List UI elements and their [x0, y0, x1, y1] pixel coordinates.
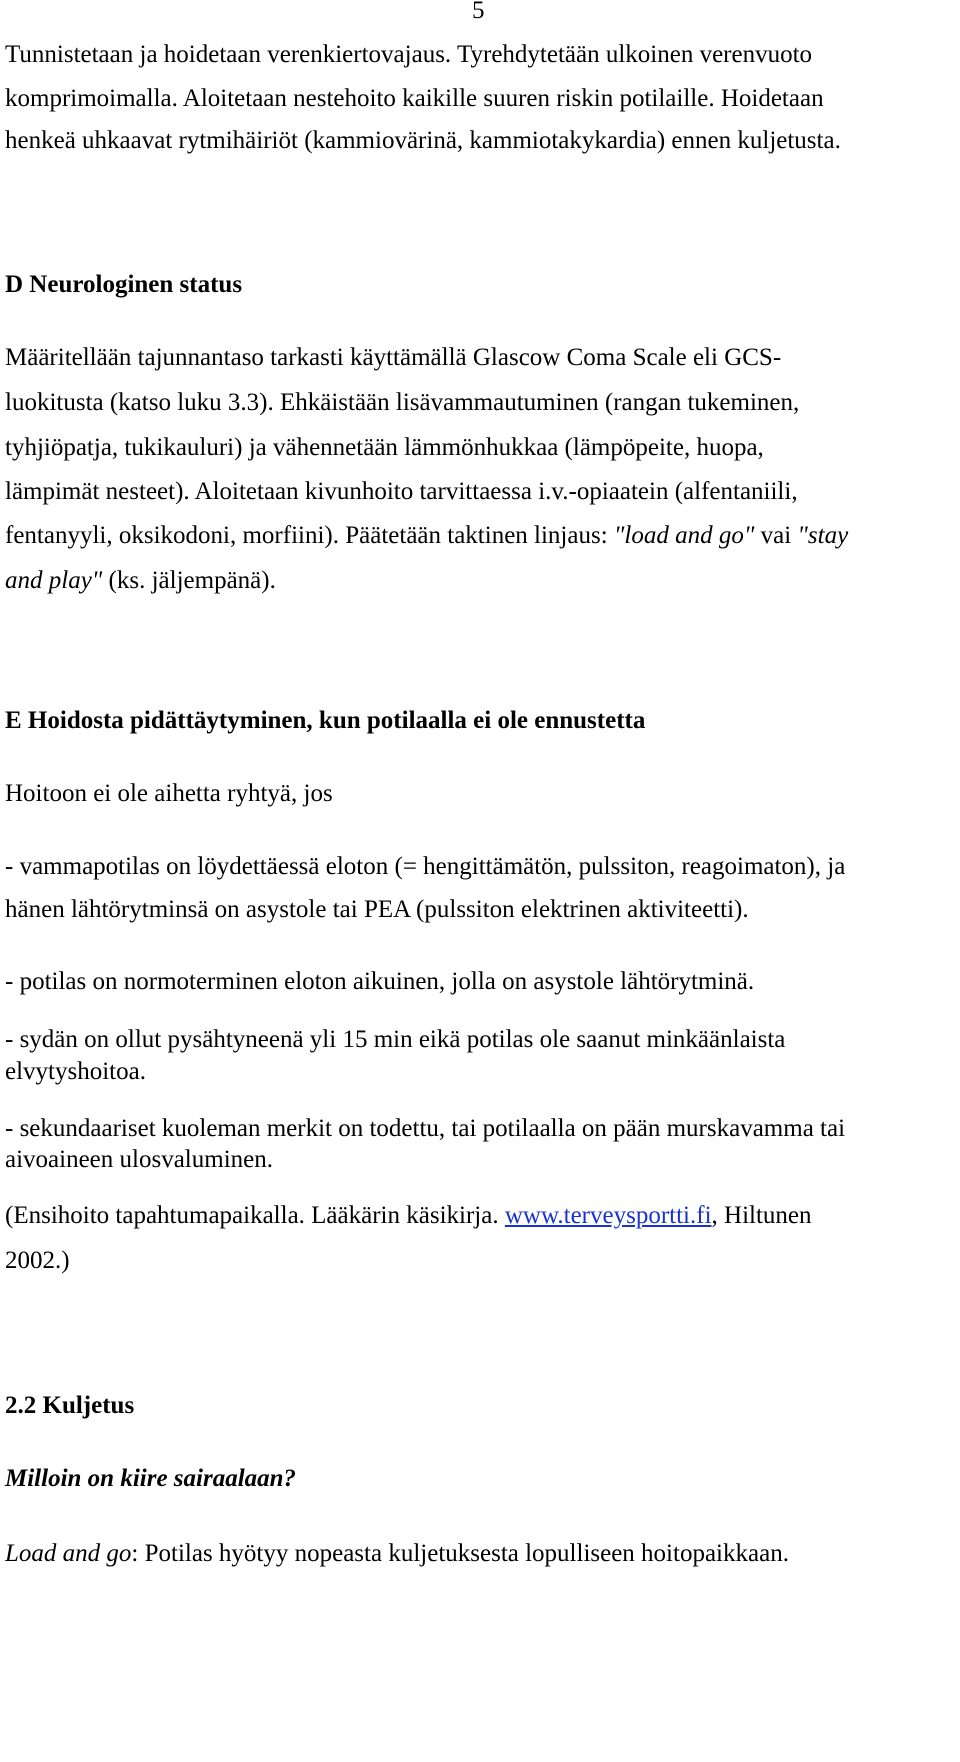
stay-quote-start: "stay [797, 522, 849, 549]
section-d-heading: D Neurologinen status [5, 271, 243, 298]
section-d-line-2: luokitusta (katso luku 3.3). Ehkäistään lisävammautuminen (rangan tukeminen, [5, 389, 800, 416]
section-e-item-3-line-2: elvytyshoitoa. [5, 1058, 146, 1085]
terveysportti-link[interactable]: www.terveysportti.fi [504, 1202, 712, 1229]
load-and-go-text: : Potilas hyötyy nopeasta kuljetuksesta lopulliseen hoitopaikkaan. [131, 1540, 789, 1567]
source-author: , Hiltunen [711, 1202, 812, 1229]
load-and-go-definition [5, 1539, 789, 1569]
section-d-line-6 [5, 566, 276, 596]
section-e-intro: Hoitoon ei ole aihetta ryhtyä, jos [5, 780, 333, 807]
section-e-item-3-line-1: - sydän on ollut pysähtyneenä yli 15 min eikä potilas ole saanut minkäänlaista [5, 1026, 786, 1053]
section-d-line-6-text: (ks. jäljempänä). [102, 567, 276, 594]
section-e-item-2: - potilas on normoterminen eloton aikuinen, jolla on asystole lähtörytminä. [5, 968, 755, 995]
section-e-item-1-line-2: hänen lähtörytminsä on asystole tai PEA (pulssiton elektrinen aktiviteetti). [5, 896, 749, 923]
intro-line-1: Tunnistetaan ja hoidetaan verenkiertovajaus. Tyrehdytetään ulkoinen verenvuoto [5, 41, 813, 68]
source-reference [5, 1201, 812, 1231]
load-and-go-term: Load and go [5, 1540, 132, 1567]
page-number: 5 [472, 0, 485, 24]
section-d-line-3: tyhjiöpatja, tukikauluri) ja vähennetään lämmönhukkaa (lämpöpeite, huopa, [5, 434, 764, 461]
section-e-item-4-line-2: aivoaineen ulosvaluminen. [5, 1146, 273, 1173]
intro-line-3: henkeä uhkaavat rytmihäiriöt (kammiovärinä, kammiotakykardia) ennen kuljetusta. [5, 127, 841, 154]
source-year: 2002.) [5, 1247, 70, 1274]
section-d-line-5-text: fentanyyli, oksikodoni, morfiini). Päätetään taktinen linjaus: [5, 522, 614, 549]
intro-line-2: komprimoimalla. Aloitetaan nestehoito kaikille suuren riskin potilaille. Hoidetaan [5, 85, 824, 112]
section-d-line-1: Määritellään tajunnantaso tarkasti käyttämällä Glascow Coma Scale eli GCS- [5, 344, 782, 371]
section-e-item-4-line-1: - sekundaariset kuoleman merkit on todettu, tai potilaalla on pään murskavamma tai [5, 1115, 846, 1142]
section-e-item-1-line-1: - vammapotilas on löydettäessä eloton (= hengittämätön, pulssiton, reagoimaton), ja [5, 853, 846, 880]
section-2-2-heading: 2.2 Kuljetus [5, 1392, 135, 1419]
load-and-go-quote: "load and go" [613, 522, 755, 549]
source-text: (Ensihoito tapahtumapaikalla. Lääkärin käsikirja. [5, 1202, 505, 1229]
section-e-heading: E Hoidosta pidättäytyminen, kun potilaalla ei ole ennustetta [5, 707, 646, 734]
section-2-2-subheading: Milloin on kiire sairaalaan? [5, 1465, 297, 1492]
stay-quote-end: and play" [5, 567, 103, 594]
section-d-line-5 [5, 521, 848, 551]
section-d-line-4: lämpimät nesteet). Aloitetaan kivunhoito tarvittaessa i.v.-opiaatein (alfentaniili, [5, 478, 798, 505]
section-d-line-5-vai: vai [754, 522, 798, 549]
